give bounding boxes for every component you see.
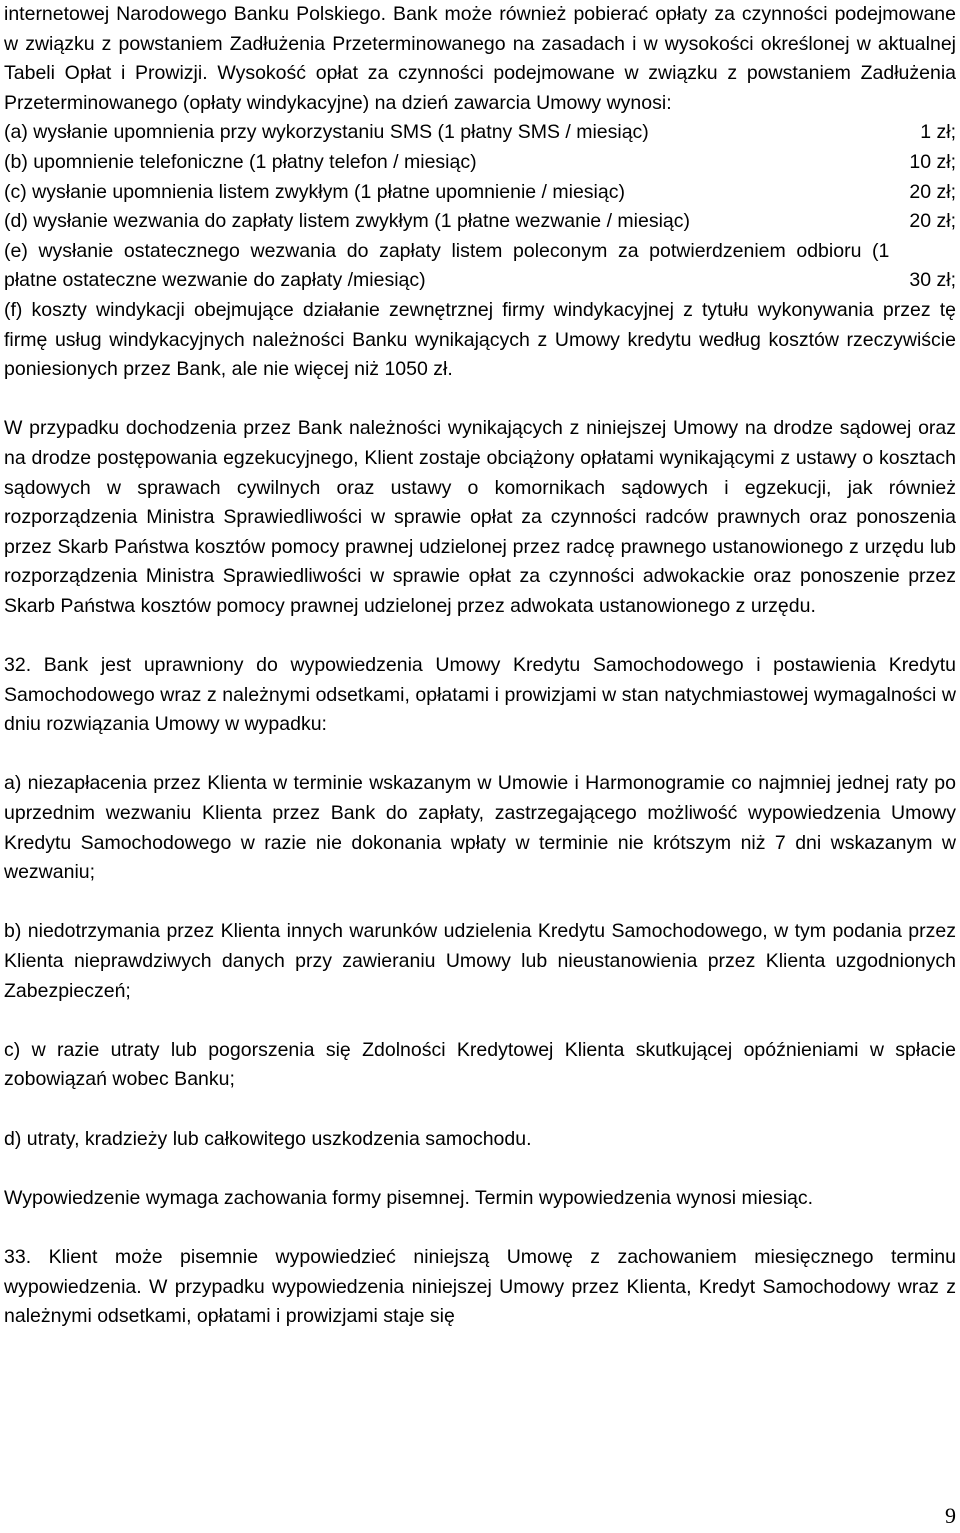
section-32-heading: 32. Bank jest uprawniony do wypowiedzenia Umowy Kredytu Samochodowego i postawienia Kredytu Samochodowego wraz z należnymi odsetkami, opłatami i prowizjami w stan natychmiastowej wymagalności w dniu rozwiązania Umowy w wypadku: <box>4 654 956 736</box>
notice-paragraph: Wypowiedzenie wymaga zachowania formy pisemnej. Termin wypowiedzenia wynosi miesiąc. <box>4 1186 814 1209</box>
termination-item-a: a) niezapłacenia przez Klienta w terminie wskazanym w Umowie i Harmonogramie co najmniej jednej raty po uprzednim wezwaniu Klienta przez Bank do zapłaty, zastrzegającego możliwość wypowiedzenia Umowy Kredytu Samochodowego w razie nie dokonania wpłaty w terminie nie krótszym niż 7 dni wskazanym w wezwaniu; <box>4 772 956 884</box>
intro-paragraph: internetowej Narodowego Banku Polskiego. Bank może również pobierać opłaty za czynności podejmowane w związku z powstaniem Zadłużenia Przeterminowanego na zasadach i w wysokości określonej w aktualnej Tabeli Opłat i Prowizji. Wysokość opłat za czynności podejmowane w związku z powstaniem Zadłużenia Przeterminowanego (opłaty windykacyjne) na dzień zawarcia Umowy wynosi: <box>4 3 956 114</box>
section-33-paragraph: 33. Klient może pisemnie wypowiedzieć niniejszą Umowę z zachowaniem miesięcznego terminu wypowiedzenia. W przypadku wypowiedzenia niniejszej Umowy przez Klienta, Kredyt Samochodowy wraz z należnymi odsetkami, opłatami i prowizjami staje się <box>4 1245 956 1328</box>
fee-list <box>4 118 956 296</box>
fee-item-a <box>4 118 956 148</box>
fee-amount: 20 zł; <box>909 180 956 203</box>
fee-text: (e) wysłanie ostatecznego wezwania do zapłaty listem poleconym za potwierdzeniem odbioru (1 płatne ostateczne wezwanie do zapłaty /miesiąc) <box>4 239 890 292</box>
fee-item-b <box>4 148 956 178</box>
termination-item-d: d) utraty, kradzieży lub całkowitego uszkodzenia samochodu. <box>4 1127 532 1150</box>
fee-amount: 10 zł; <box>909 150 956 173</box>
court-costs-paragraph: W przypadku dochodzenia przez Bank należności wynikających z niniejszej Umowy na drodze sądowej oraz na drodze postępowania egzekucyjnego, Klient zostaje obciążony opłatami wynikającymi z ustawy o kosztach sądowych w sprawach cywilnych oraz ustawy o komornikach sądowych i egzekucji, jak również rozporządzenia Ministra Sprawiedliwości w sprawie opłat za czynności radców prawnych oraz ponoszenia przez Skarb Państwa kosztów pomocy prawnej udzielonej przez radcę prawnego ustanowionego z urzędu lub rozporządzenia Ministra Sprawiedliwości w sprawie opłat za czynności adwokackie oraz ponoszenie przez Skarb Państwa kosztów pomocy prawnej udzielonej przez adwokata ustanowionego z urzędu. <box>4 417 956 617</box>
fee-item-d <box>4 207 956 237</box>
fee-item-f: (f) koszty windykacji obejmujące działanie zewnętrznej firmy windykacyjnej z tytułu wykonywania przez tę firmę usług windykacyjnych należności Banku wynikających z Umowy kredytu według kosztów rzeczywiście poniesionych przez Bank, ale nie więcej niż 1050 zł. <box>4 298 956 381</box>
fee-amount: 1 zł; <box>920 121 956 144</box>
fee-text: (a) wysłanie upomnienia przy wykorzystaniu SMS (1 płatny SMS / miesiąc) <box>4 121 649 144</box>
page-number: 9 <box>945 1503 956 1528</box>
fee-amount: 20 zł; <box>909 210 956 233</box>
fee-text: (d) wysłanie wezwania do zapłaty listem zwykłym (1 płatne wezwanie / miesiąc) <box>4 210 690 233</box>
termination-item-c: c) w razie utraty lub pogorszenia się Zdolności Kredytowej Klienta skutkującej opóźnieniami w spłacie zobowiązań wobec Banku; <box>4 1038 956 1091</box>
fee-item-e <box>4 237 956 296</box>
termination-item-b: b) niedotrzymania przez Klienta innych warunków udzielenia Kredytu Samochodowego, w tym podania przez Klienta nieprawdziwych danych przy zawieraniu Umowy lub nieustanowienia przez Klienta uzgodnionych Zabezpieczeń; <box>4 920 956 1002</box>
fee-text: (c) wysłanie upomnienia listem zwykłym (1 płatne upomnienie / miesiąc) <box>4 180 625 203</box>
fee-amount: 30 zł; <box>909 269 956 292</box>
fee-item-c <box>4 178 956 208</box>
fee-text: (b) upomnienie telefoniczne (1 płatny telefon / miesiąc) <box>4 150 477 173</box>
document-page <box>4 0 956 1332</box>
